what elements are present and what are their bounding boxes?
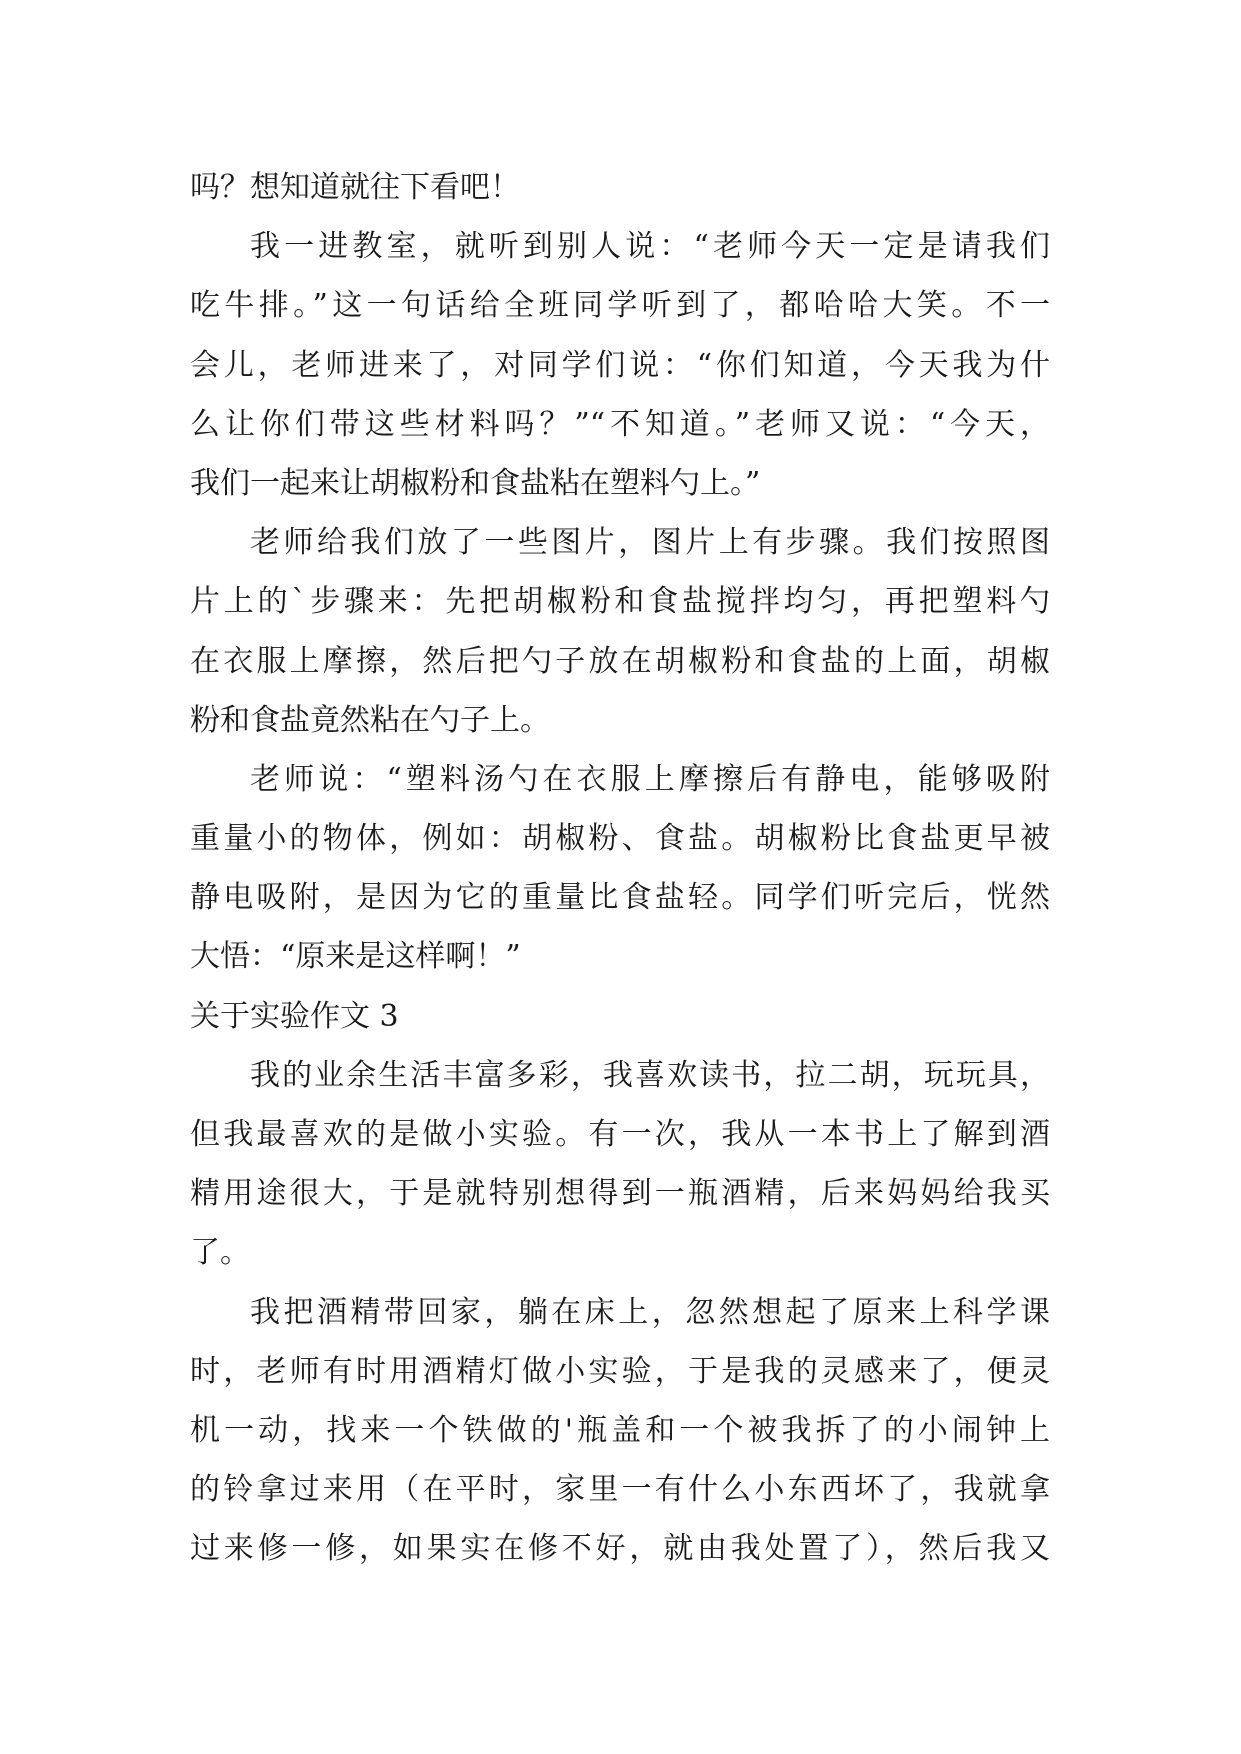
paragraph-first-line: 我一进教室，就听到别人说：“老师今天一定是请我们 — [250, 229, 1050, 265]
text-line: 粉和食盐竟然粘在勺子上。 — [190, 702, 550, 738]
essay-text — [190, 158, 1050, 1579]
text-line: 吗？想知道就往下看吧！ — [190, 170, 520, 205]
text-line: 时，老师有时用酒精灯做小实验，于是我的灵感来了，便灵 — [190, 1353, 1050, 1389]
text-line: 么让你们带这些材料吗？”“不知道。”老师又说：“今天， — [190, 406, 1050, 442]
text-line: 片上的`步骤来：先把胡椒粉和食盐搅拌均匀，再把塑料勺 — [190, 584, 1050, 620]
text-line: 会儿，老师进来了，对同学们说：“你们知道，今天我为什 — [190, 347, 1050, 383]
text-line: 重量小的物体，例如：胡椒粉、食盐。胡椒粉比食盐更早被 — [190, 821, 1050, 857]
text-line: 机一动，找来一个铁做的'瓶盖和一个被我拆了的小闹钟上 — [190, 1412, 1050, 1448]
text-line: 但我最喜欢的是做小实验。有一次，我从一本书上了解到酒 — [190, 1117, 1050, 1152]
text-line: 我们一起来让胡椒粉和食盐粘在塑料勺上。” — [190, 465, 761, 501]
paragraph-first-line: 老师说：“塑料汤勺在衣服上摩擦后有静电，能够吸附 — [250, 761, 1050, 797]
text-line: 了。 — [190, 1235, 250, 1271]
paragraph-first-line: 我的业余生活丰富多彩，我喜欢读书，拉二胡，玩玩具， — [250, 1057, 1050, 1093]
section-heading: 关于实验作文 3 — [190, 998, 399, 1034]
paragraph-first-line: 老师给我们放了一些图片，图片上有步骤。我们按照图 — [250, 525, 1050, 561]
text-line: 在衣服上摩擦，然后把勺子放在胡椒粉和食盐的上面，胡椒 — [190, 643, 1050, 679]
text-line: 静电吸附，是因为它的重量比食盐轻。同学们听完后，恍然 — [190, 880, 1050, 916]
text-line: 过来修一修，如果实在修不好，就由我处置了），然后我又 — [190, 1531, 1050, 1567]
text-line: 精用途很大，于是就特别想得到一瓶酒精，后来妈妈给我买 — [190, 1176, 1050, 1212]
paragraph-first-line: 我把酒精带回家，躺在床上，忽然想起了原来上科学课 — [250, 1294, 1050, 1330]
text-line: 大悟：“原来是这样啊！” — [190, 939, 521, 975]
text-line: 的铃拿过来用（在平时，家里一有什么小东西坏了，我就拿 — [190, 1472, 1050, 1508]
text-line: 吃牛排。”这一句话给全班同学听到了，都哈哈大笑。不一 — [190, 288, 1050, 324]
